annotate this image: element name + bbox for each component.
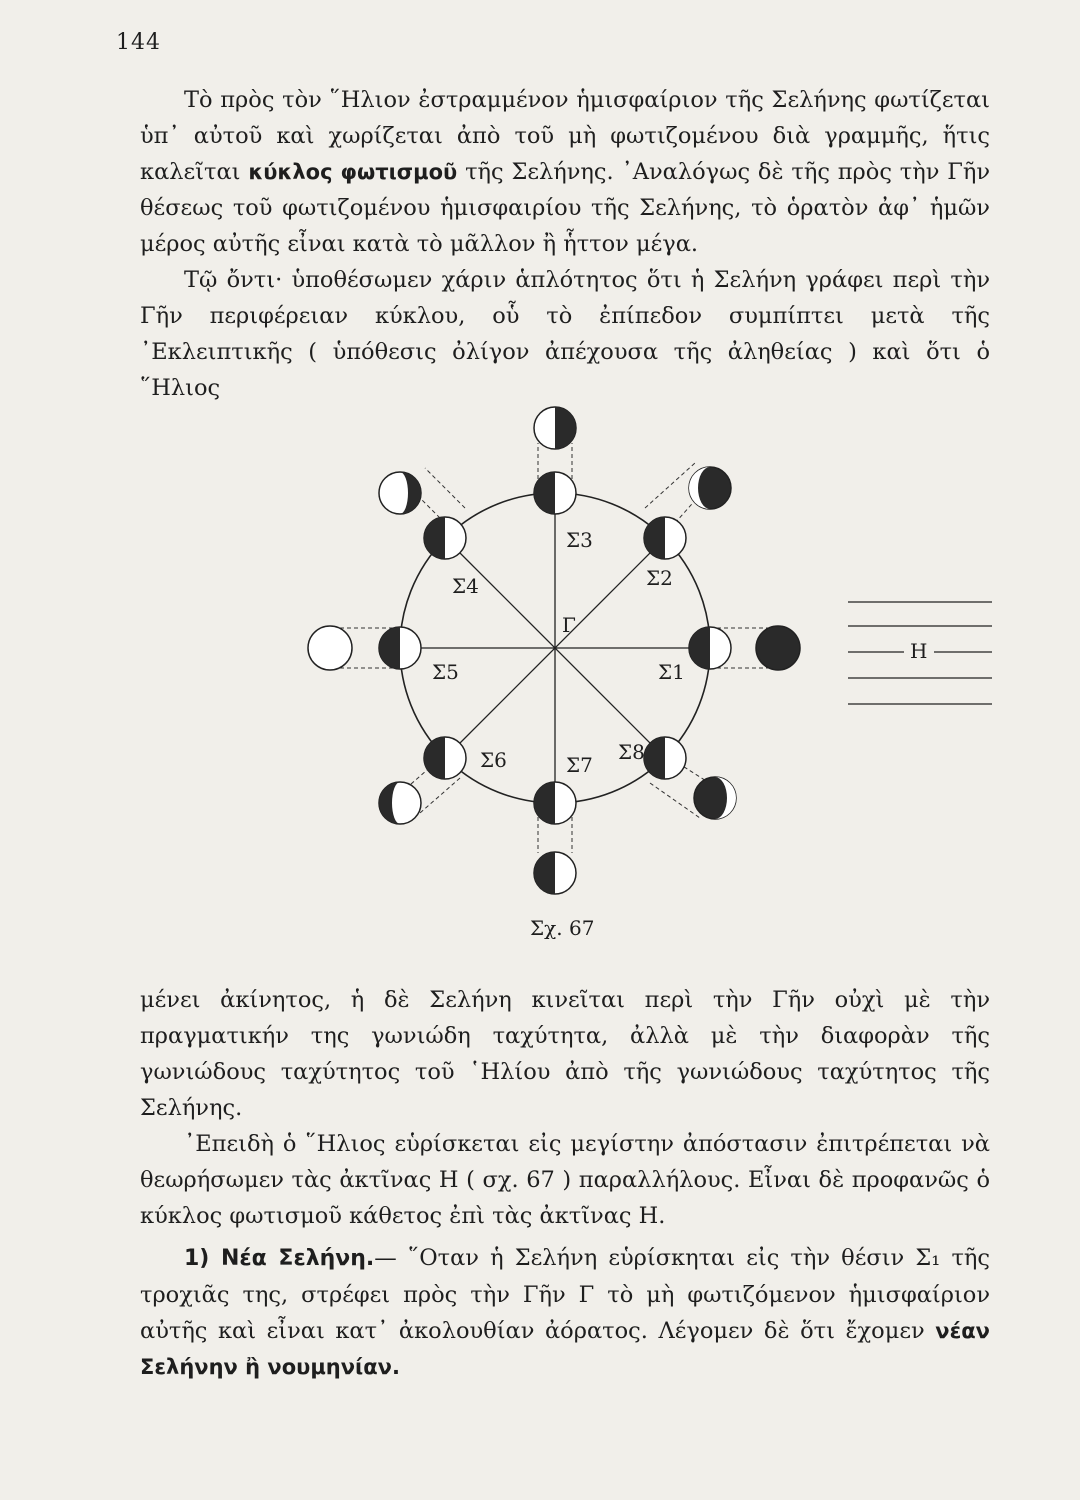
paragraph-3: μένει ἀκίνητος, ἡ δὲ Σελήνη κινεῖται περὶ τὴν Γῆν οὐχὶ μὲ τὴν πραγματικήν της γωνιώδη ταχύτητα, ἀλλὰ μὲ τὴν διαφορὰν τῆς γωνιώδους ταχύτητος τοῦ ῾Ηλίου ἀπὸ τῆς γωνιώδους ταχύτητος τῆς Σελήνης. [140,987,990,1121]
bottom-text [140,982,990,1385]
label-s6: Σ6 [480,748,507,772]
moon-phases-diagram [300,398,820,958]
figure-caption: Σχ. 67 [530,916,595,940]
moon-s2 [644,517,686,559]
label-s7: Σ7 [566,753,593,777]
label-s3: Σ3 [566,528,593,552]
top-text [140,82,990,406]
phase-gibbous [379,782,421,824]
paragraph-4: ᾽Επειδὴ ὁ ῞Ηλιος εὑρίσκεται εἰς μεγίστην ἀπόστασιν ἐπιτρέπεται νὰ θεωρήσωμεν τὰς ἀκτῖνας Η ( σχ. 67 ) παραλλήλους. Εἶναι δὲ προφανῶς ὁ κύκλος φωτισμοῦ κάθετος ἐπὶ τὰς ἀκτῖνας Η. [140,1131,990,1229]
phase-crescent [694,777,736,819]
label-s5: Σ5 [432,660,459,684]
phase-last-quarter [534,852,576,894]
phase-full-moon [308,626,352,670]
label-s2: Σ2 [646,566,673,590]
phase-new-moon [756,626,800,670]
label-s4: Σ4 [452,574,479,598]
moon-s4 [424,517,466,559]
term-circle-of-illumination: κύκλος φωτισμοῦ [248,160,458,184]
paragraph-5: 1) Νέα Σελήνη.— ῞Οταν ἡ Σελήνη εὑρίσκηται εἰς τὴν θέσιν Σ₁ τῆς τροχιᾶς της, στρέφει πρὸς τὴν Γῆν Γ τὸ μὴ φωτιζόμενον ἡμισφαίριον αὐτῆς καὶ εἶναι κατ᾽ ἀκολουθίαν ἀόρατος. Λέγομεν δὲ ὅτι ἔχομεν νέαν Σελήνην ἢ νουμηνίαν. [140,1245,990,1379]
section-heading-new-moon: 1) Νέα Σελήνη. [184,1246,375,1271]
phase-crescent [689,467,731,509]
label-sun-rays: Η [910,639,928,663]
label-s1: Σ1 [658,660,685,684]
moon-s1 [689,627,731,669]
label-earth: Γ [562,613,576,637]
phase-first-quarter [534,407,576,449]
sun-rays [848,598,992,708]
paragraph-1: Τὸ πρὸς τὸν ῞Ηλιον ἐστραμμένον ἡμισφαίριον τῆς Σελήνης φωτίζεται ὑπ᾽ αὐτοῦ καὶ χωρίζεται ἀπὸ τοῦ μὴ φωτιζομένου διὰ γραμμῆς, ἥτις καλεῖται κύκλος φωτισμοῦ τῆς Σελήνης. ᾽Αναλόγως δὲ τῆς πρὸς τὴν Γῆν θέσεως τοῦ φωτιζομένου ἡμισφαιρίου τῆς Σελήνης, τὸ ὁρατὸν ἀφ᾽ ἡμῶν μέρος αὐτῆς εἶναι κατὰ τὸ μᾶλλον ἢ ἧττον μέγα. [140,87,991,257]
moon-s6 [424,737,466,779]
page-number: 144 [116,30,161,55]
paragraph-2: Τῷ ὄντι· ὑποθέσωμεν χάριν ἁπλότητος ὅτι ἡ Σελήνη γράφει περὶ τὴν Γῆν περιφέρειαν κύκλου, οὗ τὸ ἐπίπεδον συμπίπτει μετὰ τῆς ᾽Εκλειπτικῆς ( ὑπόθεσις ὀλίγον ἀπέχουσα τῆς ἀληθείας ) καὶ ὅτι ὁ ῞Ηλιος [140,267,990,401]
moon-s8 [644,737,686,779]
moon-s5 [379,627,421,669]
term-new-moon: νέαν Σελήνην ἢ νουμηνίαν. [140,1319,990,1379]
label-s8: Σ8 [618,740,645,764]
moon-s3 [534,472,576,514]
orbit-svg [300,398,820,958]
phase-gibbous [379,472,421,514]
moon-s7 [534,782,576,824]
